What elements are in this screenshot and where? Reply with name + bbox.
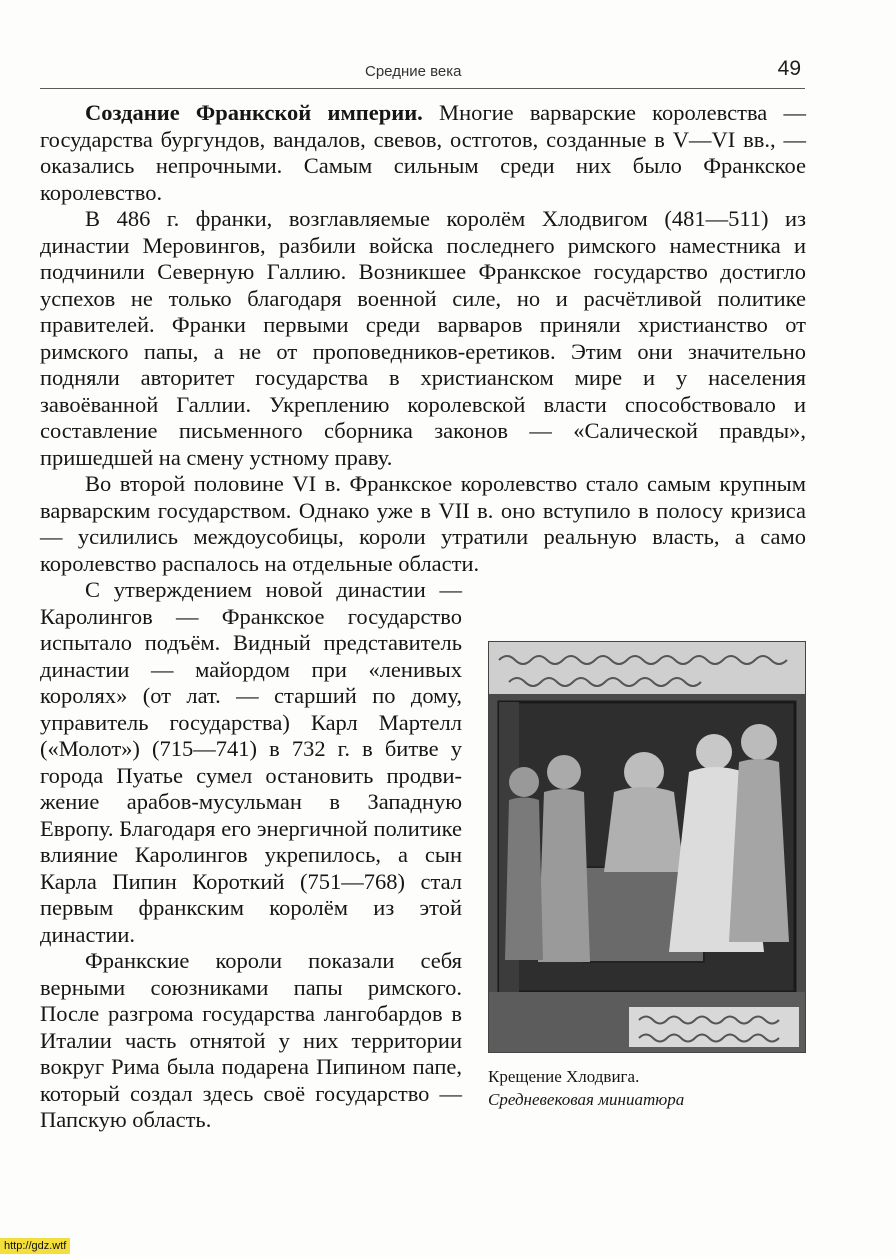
- page-number: 49: [777, 57, 801, 80]
- running-head: Средние века: [365, 63, 462, 80]
- section-heading: Создание Франкской империи.: [85, 100, 423, 125]
- source-link[interactable]: http://gdz.wtf: [0, 1238, 70, 1254]
- paragraph-5: Франкские короли показали себя верными союзниками папы римского. После разгрома государства лангобардов в Италии часть отнятой у них территории вокруг Рима была подарена Пипином папе, который создал здесь своё государство — Папскую область.: [40, 948, 462, 1132]
- caption-subtitle: Средневековая миниатюра: [488, 1090, 685, 1109]
- paragraph-3: Во второй половине VI в. Франкское королевство стало самым крупным варварским государством. Однако уже в VII в. оно вступило в полосу кризиса — усилились междоусобицы, короли утратили реальную власть, а само королевство распалось на отдельные области.: [40, 471, 806, 576]
- caption-title: Крещение Хлодвига.: [488, 1067, 640, 1086]
- figure: [488, 635, 806, 1113]
- main-text: [40, 100, 806, 1134]
- paragraph-2: В 486 г. франки, возглавляемые королём Хлодвигом (481—511) из династии Меровингов, разбили войска последнего римского наместника и подчинили Северную Галлию. Возникшее Франкское государство достигло успехов не только благодаря военной силе, но и расчётливой политике правителей. Франки первыми среди варваров приняли христианство от римского папы, а не от проповедников-еретиков. Этим они значительно подняли авторитет государства в христианском мире и у населения завоёванной Галлии. Укреплению королевской власти способствовало и составление письменного сборника законов — «Салической правды», пришедшей на смену устному праву.: [40, 206, 806, 470]
- miniature-illustration: [489, 642, 805, 1052]
- paragraph-1-text: Многие варварские королевства — государства бургундов, вандалов, свевов, остготов, созданные в V—VI вв., — оказались непрочными. Самым сильным среди них было Франкское королевство.: [40, 100, 806, 205]
- page-header: [40, 58, 805, 89]
- figure-caption: [488, 1065, 806, 1111]
- paragraph-1: [40, 100, 806, 206]
- baptism-miniature-image: [488, 641, 806, 1053]
- paragraph-4: С утверждением новой династии — Каролингов — Франкское государство испытало подъём. Видный представитель династии — майордом при «ленивых королях» (от лат. — старший по дому, управитель государства) Карл Мартелл («Молот») (715—741) в 732 г. в битве у города Пуатье сумел остановить продвижение арабов-мусульман в Западную Европу. Благодаря его энергичной политике влияние Каролингов укрепилось, а сын Карла Пипин Короткий (751—768) стал первым франкским королём из этой династии.: [40, 577, 462, 947]
